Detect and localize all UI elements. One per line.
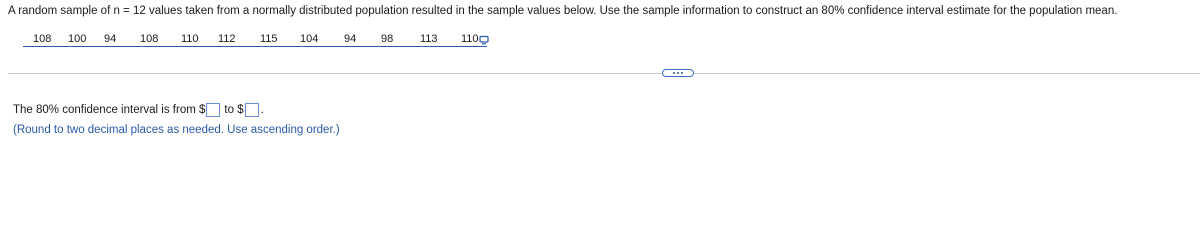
sample-value-cell: 98 [381, 33, 394, 45]
lower-bound-input[interactable] [206, 103, 220, 117]
sample-value-cell: 108 [33, 33, 52, 45]
answer-suffix: . [260, 104, 264, 116]
more-ellipsis-icon [673, 72, 675, 74]
more-ellipsis-button[interactable] [662, 69, 694, 77]
sample-value-cell: 110 [461, 33, 479, 45]
sample-value-cell: 113 [420, 33, 438, 45]
answer-prefix: The 80% confidence interval is from $ [13, 104, 206, 116]
question-text: A random sample of n = 12 values taken from a normally distributed population resulted in the sample values below. Use the sample information to construct an 80% confidence interval estimate for the population mean. [8, 5, 1118, 17]
answer-sentence [13, 103, 264, 117]
sample-value-cell: 110 [181, 33, 199, 45]
sample-value-cell: 94 [104, 33, 117, 45]
rounding-hint: (Round to two decimal places as needed. Use ascending order.) [13, 124, 340, 136]
sample-value-cell: 94 [344, 33, 357, 45]
answer-middle: to $ [224, 104, 244, 116]
sample-value-cell: 115 [260, 33, 278, 45]
copy-data-icon[interactable] [479, 35, 490, 45]
sample-value-cell: 112 [218, 33, 236, 45]
upper-bound-input[interactable] [245, 103, 259, 117]
sample-value-cell: 100 [68, 33, 87, 45]
section-divider [8, 73, 1200, 74]
sample-data-table [23, 32, 487, 47]
sample-value-cell: 108 [140, 33, 159, 45]
sample-value-cell: 104 [300, 33, 319, 45]
